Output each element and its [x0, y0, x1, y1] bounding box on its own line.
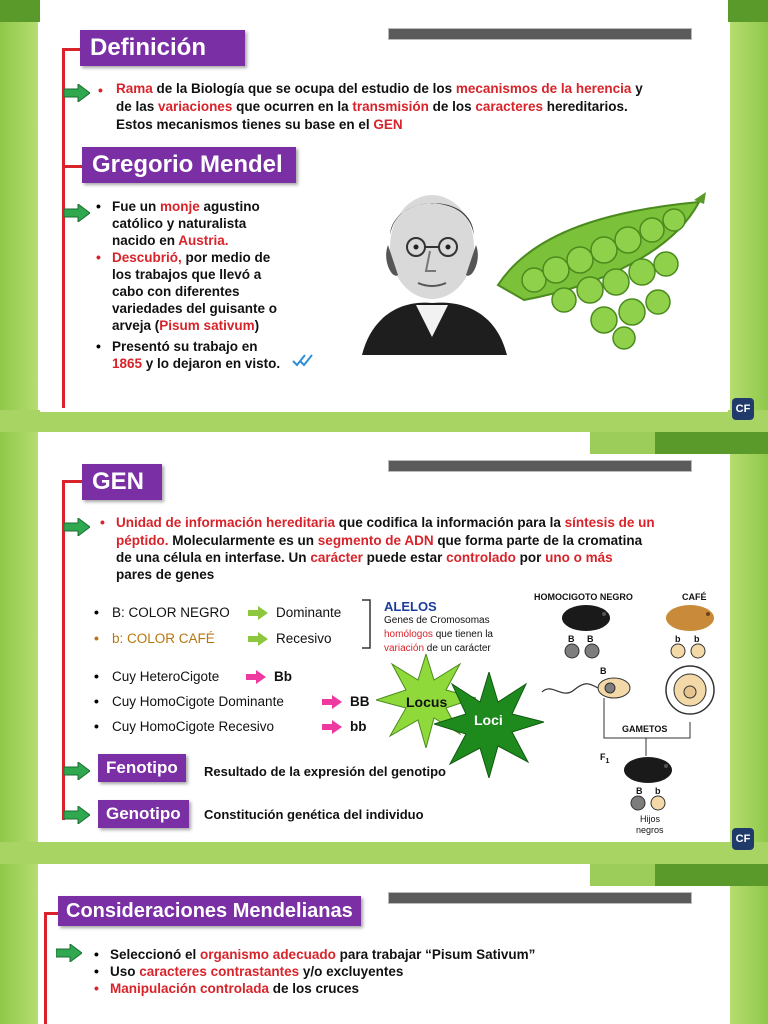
gen-line-1: Unidad de información hereditaria que codifica la información para la síntesis de un	[116, 515, 655, 530]
mendel-bullet-3: Presentó su trabajo en 1865 y lo dejaron en visto.	[112, 339, 281, 371]
slide-consideraciones: Consideraciones Mendelianas • Seleccionó el organismo adecuado para trabajar “Pisum Sativum” • Uso caracteres contrastantes y/o excluyentes • Manipulación controlada de los cruces	[0, 864, 768, 1024]
definicion-title: Definición	[80, 30, 245, 66]
loci-label: Loci	[474, 712, 503, 728]
b-color-cafe: b: COLOR CAFÉ	[112, 631, 215, 646]
recesivo-label: Recesivo	[276, 631, 332, 646]
slide-gen: GEN • Unidad de información hereditaria que codifica la información para la síntesis de un péptido. Molecularmente es un segmento de ADN que forma parte de la cromatina de una célula en interfase. Un carácter puede estar controlado por uno o más pares de genes • B: COLOR NEGRO Dominante • b: COLOR CAFÉ Recesivo ALELOS Genes de Cromosomas homólogos que tienen la variación de un carácter • Cuy HeteroCigote Bb • Cuy HomoCigote Dominante BB • Cuy HomoCigote Recesivo bb Locus Loci HOMOCIGOTO NEGRO CAFÉ B B b b B GAMETOS $F_1$ B b Hijos negros Fenotipo Resultado de la expresión del genotipo Genotipo Constitución genética del individuo CF	[0, 432, 768, 864]
definicion-line-2: de las variaciones que ocurren en la transmisión de los caracteres hereditarios.	[116, 99, 628, 114]
offspring-b-label: b	[655, 786, 661, 796]
hijos-label: Hijos	[640, 814, 661, 824]
genotipo-title: Genotipo	[98, 800, 189, 828]
parent-gametes-grey	[562, 642, 612, 660]
f1-label: $F_1$	[600, 752, 610, 765]
black-guinea-pig-image	[560, 602, 612, 632]
homocigoto-negro-label: HOMOCIGOTO NEGRO	[534, 592, 633, 602]
locus-label: Locus	[406, 694, 448, 710]
mendel-bullet-2: Descubrió, por medio de los trabajos que llevó a cabo con diferentes variedades del guisante o arveja (Pisum sativum)	[112, 250, 278, 333]
green-small-arrow-icon	[248, 606, 268, 620]
negros-label: negros	[636, 825, 664, 835]
gametos-label: GAMETOS	[622, 724, 668, 734]
consideracion-2: Uso caracteres contrastantes y/o excluyentes	[110, 964, 404, 979]
offspring-B-label: B	[636, 786, 643, 796]
parent-gametes-tan	[668, 642, 718, 660]
allele-B-2: B	[587, 634, 594, 644]
definicion-line-1: Rama de la Biología que se ocupa del estudio de los mecanismos de la herencia y	[116, 81, 643, 96]
pink-arrow-icon	[246, 670, 266, 684]
genotipo-description: Constitución genética del individuo	[204, 807, 424, 822]
pink-arrow-icon	[322, 695, 342, 709]
b-color-negro: B: COLOR NEGRO	[112, 605, 230, 620]
green-arrow-icon	[56, 944, 82, 962]
green-arrow-icon	[64, 518, 90, 536]
mendel-portrait-image	[352, 175, 512, 355]
gen-line-2: péptido. Molecularmente es un segmento de ADN que forma parte de la cromatina	[116, 533, 643, 548]
fenotipo-title: Fenotipo	[98, 754, 186, 782]
pink-arrow-icon	[322, 720, 342, 734]
offspring-gametes	[628, 794, 678, 812]
cuy-homocigote-dominante-value: BB	[350, 694, 370, 709]
alelos-title: ALELOS	[384, 599, 437, 614]
consideracion-1: Seleccionó el organismo adecuado para trabajar “Pisum Sativum”	[110, 947, 536, 962]
green-arrow-icon	[64, 84, 90, 102]
green-arrow-icon	[64, 204, 90, 222]
green-small-arrow-icon	[248, 632, 268, 646]
gen-line-3: de una célula en interfase. Un carácter puede estar controlado por uno o más	[116, 550, 613, 565]
consideracion-3: Manipulación controlada de los cruces	[110, 981, 360, 996]
dominante-label: Dominante	[276, 605, 342, 620]
sperm-B-label: B	[600, 666, 607, 676]
cuy-homocigote-dominante: Cuy HomoCigote Dominante	[112, 694, 284, 709]
allele-b-1: b	[675, 634, 681, 644]
pea-pod-image	[494, 190, 710, 350]
offspring-guinea-pig-image	[622, 754, 674, 784]
definicion-line-3: Estos mecanismos tienes su base en el GEN	[116, 117, 403, 132]
cf-logo: CF	[732, 398, 754, 420]
allele-B-1: B	[568, 634, 575, 644]
gen-line-4: pares de genes	[116, 567, 215, 582]
cuy-heterocigote-value: Bb	[274, 669, 292, 684]
alelos-bracket	[360, 598, 380, 650]
fenotipo-description: Resultado de la expresión del genotipo	[204, 764, 446, 779]
cuy-homocigote-recesivo-value: bb	[350, 719, 367, 734]
cafe-label: CAFÉ	[682, 592, 707, 602]
consideraciones-title: Consideraciones Mendelianas	[58, 896, 361, 926]
brown-guinea-pig-image	[664, 602, 716, 632]
allele-b-2: b	[694, 634, 700, 644]
slide-definicion: Definición • Rama de la Biología que se ocupa del estudio de los mecanismos de la herencia y de las variaciones que ocurren en la transmisión de los caracteres hereditarios. Estos mecanismos tienes su base en el GEN Gregorio Mendel • Fue un monje agustino católico y naturalista nacido en Austria. • Descubrió, por medio de los trabajos que llevó a cabo con diferentes variedades del guisante o arveja (Pisum sativum) • Presentó su trabajo en 1865 y lo dejaron en visto. CF	[0, 0, 768, 432]
mendel-bullet-1: Fue un monje agustino católico y naturalista nacido en Austria.	[112, 199, 260, 248]
green-arrow-icon	[64, 806, 90, 824]
cf-logo: CF	[732, 828, 754, 850]
alelos-description: Genes de Cromosomas homólogos que tienen la variación de un carácter	[384, 615, 493, 654]
double-check-icon	[292, 353, 314, 367]
gen-title: GEN	[82, 464, 162, 500]
mendel-title: Gregorio Mendel	[82, 147, 296, 183]
green-arrow-icon	[64, 762, 90, 780]
cuy-homocigote-recesivo: Cuy HomoCigote Recesivo	[112, 719, 275, 734]
cuy-heterocigote: Cuy HeteroCigote	[112, 669, 220, 684]
